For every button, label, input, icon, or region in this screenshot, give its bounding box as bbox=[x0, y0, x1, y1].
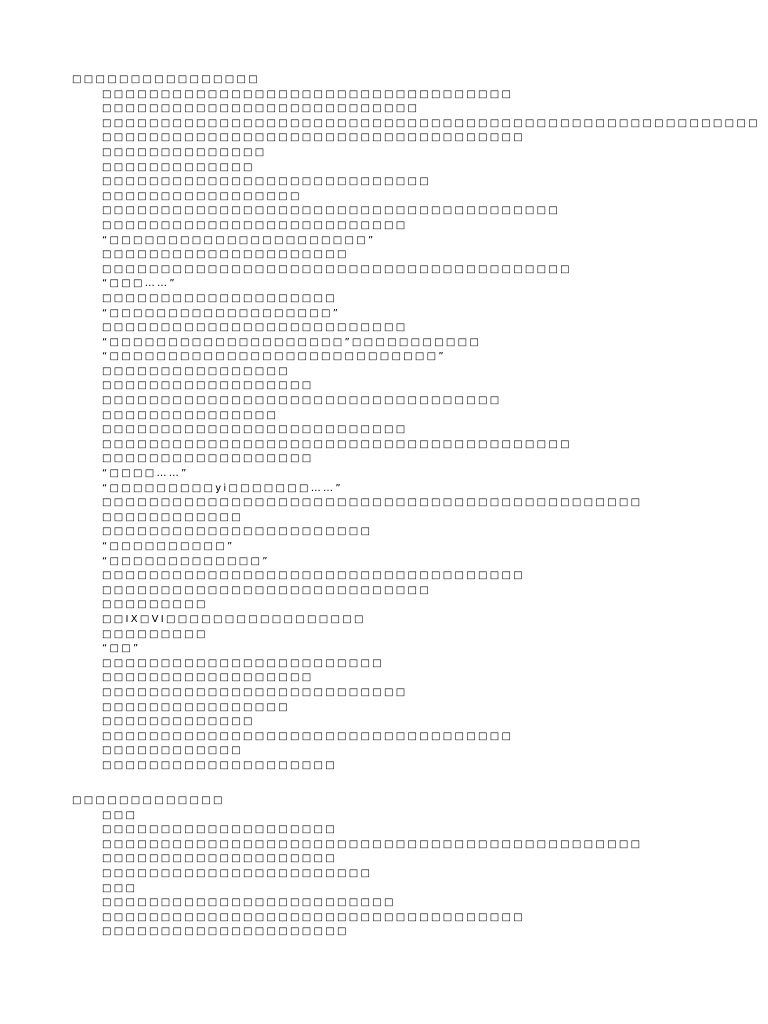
list-item: □□□□□□□□□□□□□□□□□□□□□□□□□ bbox=[102, 897, 396, 909]
list-item: “□□□□□□□□□□□□□□□□□□□□□□□□□□□□” bbox=[102, 351, 446, 363]
list-item: “□□□□□□□□□□□□□□□□□□□□□□” bbox=[102, 234, 376, 246]
list-item: □□□□□□□□□□□□□□□□□□□□□□□ bbox=[102, 526, 373, 538]
section-heading: □□□□□□□□□□□□□□□□ bbox=[72, 74, 260, 85]
list-item: □□□□□□□□□□□□□□□□□□ bbox=[102, 380, 314, 392]
list-item: □□□□□□□□□□□□□□ bbox=[102, 146, 267, 158]
list-item: □□□□□□□□□□□□□□□□□□□□□□□□□□□□□□□□□□□ bbox=[102, 730, 514, 742]
list-item: □□□□□□□□□□□□□□□□□□□□□□□□□□ bbox=[102, 424, 408, 436]
list-item: □□□□□□□□□□□□□□□□□□□□□□□□□□□□□□□□□□□□□□□□□□□□□□ bbox=[102, 838, 643, 850]
list-item: □□□□□□□□□□□□□□□□□□□□□□□□ bbox=[102, 657, 384, 669]
list-item: □□□□□□□□□□□□□□□□□□□□ bbox=[102, 292, 337, 304]
list-item: □□□□□□□□□□□□□□□ bbox=[102, 409, 279, 421]
list-item: □□□□□□□□□□□□□□□□□ bbox=[102, 190, 302, 202]
list-item: □□ⅠX□ⅤI□□□□□□□□□□□□□□□□□ bbox=[102, 613, 366, 625]
list-item: □□□ bbox=[102, 809, 138, 821]
list-item: “□□□……” bbox=[102, 278, 177, 290]
list-item: “□□□□□□□□□yi□□□□□□□……” bbox=[102, 482, 343, 494]
section-2 bbox=[72, 794, 732, 940]
list-item: □□□□□□□□□□□□ bbox=[102, 511, 243, 523]
list-item: “□□□□……” bbox=[102, 468, 189, 480]
list-item: □□□□□□□□□□□□□□□□□□□□□□□□□□□□□□□□□□□ bbox=[102, 88, 514, 100]
list-item: □□□□□□□□□□□□□□□□□□□□ bbox=[102, 824, 337, 836]
list-item: □□□□□□□□□□□□□□□□□□□□□□□ bbox=[102, 867, 373, 879]
list-item: □□□□□□□□□□□□□□□□□□□□□□□□□□□□□□□□□□□□ bbox=[102, 132, 525, 144]
list-item: □□□□□□□□□□□□□□□□□□□□□□□□□□□□ bbox=[102, 176, 431, 188]
list-item: □□□□□□□□□□□□□□□□□□□□□□□□□□□□□□□□□□□□□□□□ bbox=[102, 438, 572, 450]
list-item: □□□□□□□□□□□□□□□□□□□□□□□□□□□□□□□□□□□□ bbox=[102, 570, 525, 582]
list-item: □□□ bbox=[102, 882, 138, 894]
list-item: “□□□□□□□□□□□□□” bbox=[102, 555, 270, 567]
list-item: “□□□□□□□□□□” bbox=[102, 541, 235, 552]
list-item: “□□” bbox=[102, 643, 141, 655]
list-item: □□□□□□□□□□□□□□□□□□□□□□□□□□□□□□□□□□□□□□□□ bbox=[102, 263, 572, 275]
list-item: □□□□□□□□□□□□□ bbox=[102, 161, 255, 173]
list-item: □□□□□□□□□□□□□□□□□□□□□□□□□□□□□□□□□□□□□□□□□□□□□□ bbox=[102, 497, 643, 509]
section-heading: □□□□□□□□□□□□□ bbox=[72, 795, 225, 806]
list-item: □□□□□□□□□□□□□□□□□□ bbox=[102, 453, 314, 465]
list-item: □□□□□□□□□□□□□□□□□□□□□□□□□□□□□□□□□□□□□□□ bbox=[102, 205, 561, 217]
list-item: □□□□□□□□□□□□□□□□□□□□□□□□□□□□ bbox=[102, 584, 431, 596]
list-item: □□□□□□□□□□□□□□□□□□□□□□□□□□ bbox=[102, 322, 408, 334]
list-item: □□□□□□□□□□□□□□□□□□□□□□□□□□□□□□□□□□□□ bbox=[102, 911, 525, 923]
list-item: □□□□□□□□□□□□□□□□□□□□ bbox=[102, 853, 337, 865]
list-item: □□□□□□□□□□□□ bbox=[102, 745, 243, 757]
list-item: □□□□□□□□□□□□□□□□□□□□ bbox=[102, 759, 337, 771]
list-item: □□□□□□□□□□□□□□□□ bbox=[102, 365, 290, 377]
list-item: □□□□□□□□□□□□□□□□□□ bbox=[102, 672, 314, 684]
list-item: □□□□□□□□□ bbox=[102, 599, 208, 611]
list-item: □□□□□□□□□□□□□□□□□□□□□ bbox=[102, 926, 349, 938]
list-item: “□□□□□□□□□□□□□□□□□□□” bbox=[102, 307, 341, 319]
list-item: □□□□□□□□□□□□□ bbox=[102, 716, 255, 728]
list-item: “□□□□□□□□□□□□□□□□□□□□”□□□□□□□□□□□ bbox=[102, 336, 482, 348]
section-1 bbox=[72, 73, 760, 774]
list-item: □□□□□□□□□□□□□□□□□□□□□□□□□□□ bbox=[102, 103, 420, 115]
list-item: □□□□□□□□□ bbox=[102, 628, 208, 640]
list-item: □□□□□□□□□□□□□□□□□□□□□□□□□□ bbox=[102, 686, 408, 698]
list-item: □□□□□□□□□□□□□□□□□□□□□□□□□□□□□□□□□□ bbox=[102, 395, 502, 407]
list-item: □□□□□□□□□□□□□□□□□□□□□□□□□□ bbox=[102, 219, 408, 231]
list-item: □□□□□□□□□□□□□□□□□□□□□□□□□□□□□□□□□□□□□□□□□□□□□□□□□□□□□□□□ bbox=[102, 117, 760, 129]
list-item: □□□□□□□□□□□□□□□□ bbox=[102, 701, 290, 713]
list-item: □□□□□□□□□□□□□□□□□□□□□ bbox=[102, 249, 349, 261]
